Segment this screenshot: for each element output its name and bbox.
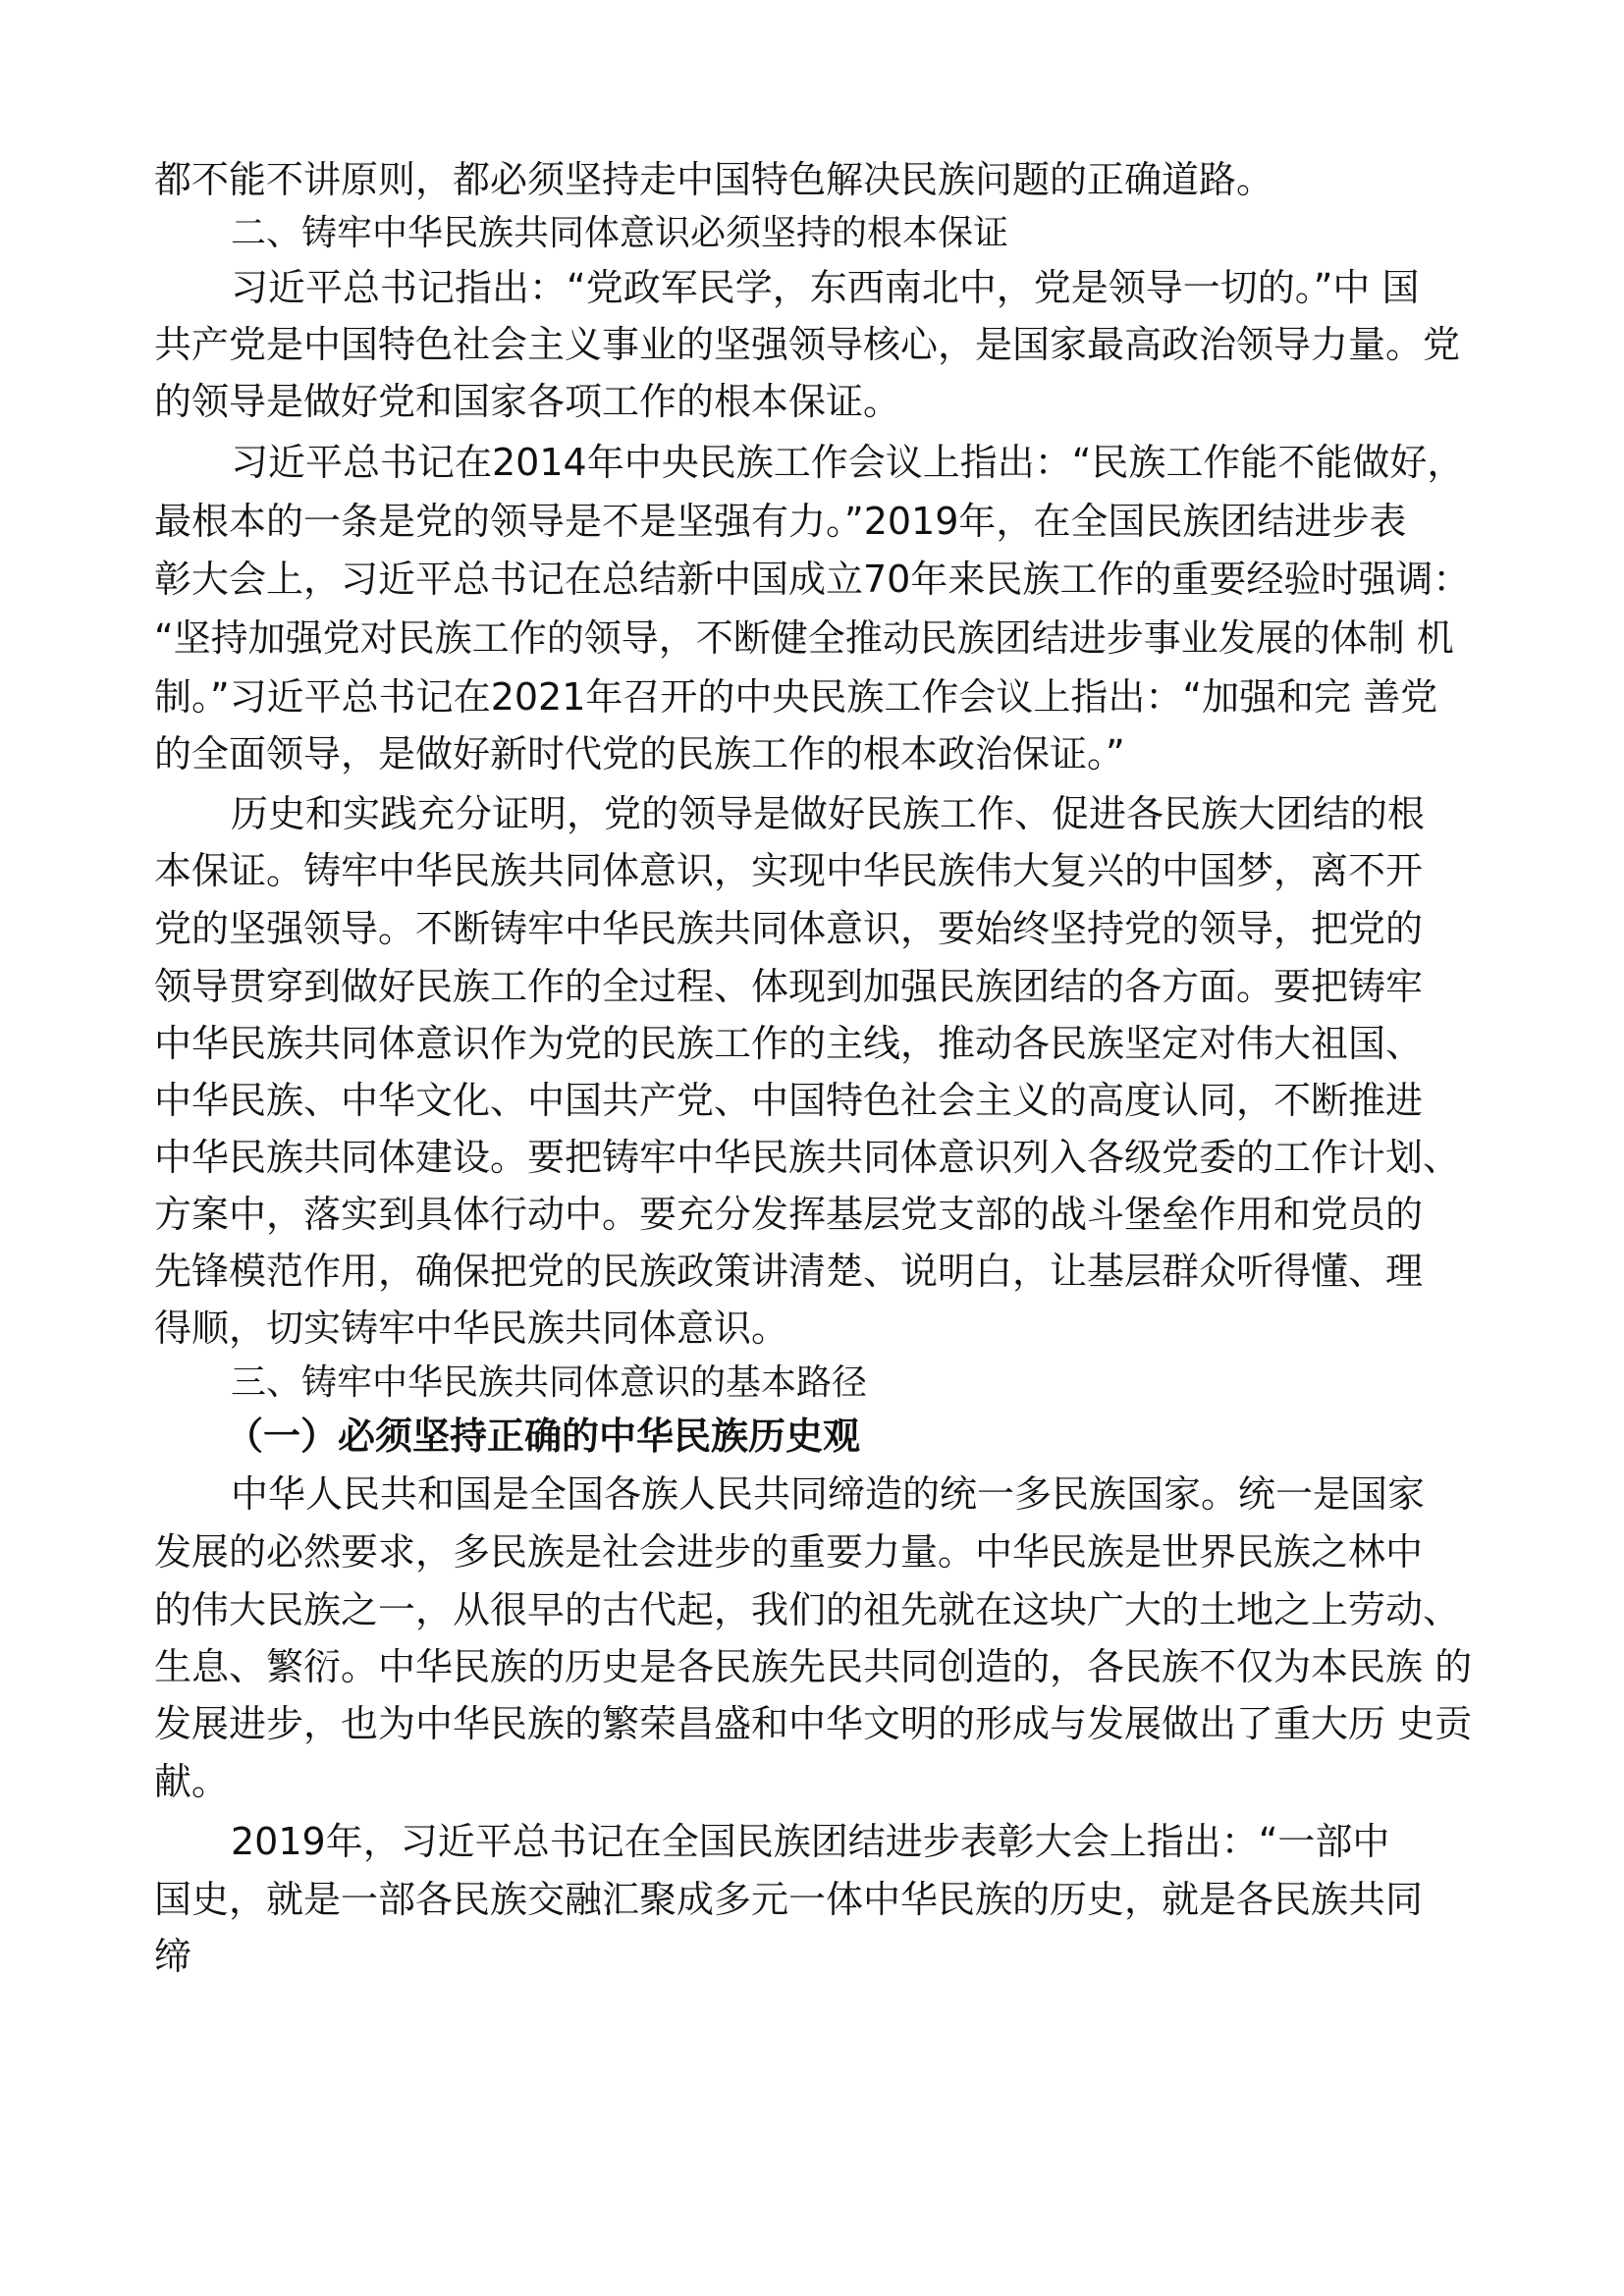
text-line: 中华民族共同体建设。要把铸牢中华民族共同体意识列入各级党委的工作计划、 [154,1136,1461,1179]
text-line: 先锋模范作用，确保把党的民族政策讲清楚、说明白，让基层群众听得懂、理 [154,1250,1424,1293]
text-line: 最根本的一条是党的领导是不是坚强有力。”2019年，在全国民族团结进步表 [154,500,1407,543]
text-line: 本保证。铸牢中华民族共同体意识，实现中华民族伟大复兴的中国梦，离不开 [154,849,1424,892]
text-line: 制。”习近平总书记在2021年召开的中央民族工作会议上指出：“加强和完 善党 [154,675,1438,719]
text-line: 生息、繁衍。中华民族的历史是各民族先民共同创造的，各民族不仅为本民族 的 [154,1645,1473,1688]
text-line: 2019年，习近平总书记在全国民族团结进步表彰大会上指出：“一部中 [231,1820,1390,1863]
text-line: 的领导是做好党和国家各项工作的根本保证。 [154,380,901,423]
text-line: 党的坚强领导。不断铸牢中华民族共同体意识，要始终坚持党的领导，把党的 [154,907,1424,950]
text-line: 缔 [154,1935,192,1978]
text-line: 发展进步，也为中华民族的繁荣昌盛和中华文明的形成与发展做出了重大历 史贡 [154,1702,1473,1745]
text-line: 献。 [154,1760,230,1803]
text-line: 得顺，切实铸牢中华民族共同体意识。 [154,1307,789,1350]
text-line: 历史和实践充分证明，党的领导是做好民族工作、促进各民族大团结的根 [231,792,1426,835]
text-line: 中华民族、中华文化、中国共产党、中国特色社会主义的高度认同，不断推进 [154,1079,1424,1122]
section-heading: 三、铸牢中华民族共同体意识的基本路径 [231,1362,868,1403]
text-line: 中华人民共和国是全国各族人民共同缔造的统一多民族国家。统一是国家 [231,1472,1426,1516]
subsection-heading: （一）必须坚持正确的中华民族历史观 [226,1415,861,1458]
text-line: 都不能不讲原则，都必须坚持走中国特色解决民族问题的正确道路。 [154,158,1274,201]
text-line: 方案中，落实到具体行动中。要充分发挥基层党支部的战斗堡垒作用和党员的 [154,1193,1424,1236]
text-line: 的伟大民族之一，从很早的古代起，我们的祖先就在这块广大的土地之上劳动、 [154,1588,1461,1631]
section-heading: 二、铸牢中华民族共同体意识必须坚持的根本保证 [231,213,1009,253]
text-line: 中华民族共同体意识作为党的民族工作的主线，推动各民族坚定对伟大祖国、 [154,1022,1424,1065]
text-line: 习近平总书记指出：“党政军民学，东西南北中，党是领导一切的。”中 国 [231,266,1420,309]
text-line: 习近平总书记在2014年中央民族工作会议上指出：“民族工作能不能做好， [231,441,1465,484]
text-line: 发展的必然要求，多民族是社会进步的重要力量。中华民族是世界民族之林中 [154,1530,1424,1574]
text-line: “坚持加强党对民族工作的领导，不断健全推动民族团结进步事业发展的体制 机 [154,616,1454,660]
text-line: 共产党是中国特色社会主义事业的坚强领导核心，是国家最高政治领导力量。党 [154,323,1461,366]
text-line: 的全面领导，是做好新时代党的民族工作的根本政治保证。” [154,732,1125,775]
text-line: 领导贯穿到做好民族工作的全过程、体现到加强民族团结的各方面。要把铸牢 [154,965,1424,1008]
text-line: 国史，就是一部各民族交融汇聚成多元一体中华民族的历史，就是各民族共同 [154,1878,1424,1921]
text-line: 彰大会上，习近平总书记在总结新中国成立70年来民族工作的重要经验时强调： [154,558,1471,601]
